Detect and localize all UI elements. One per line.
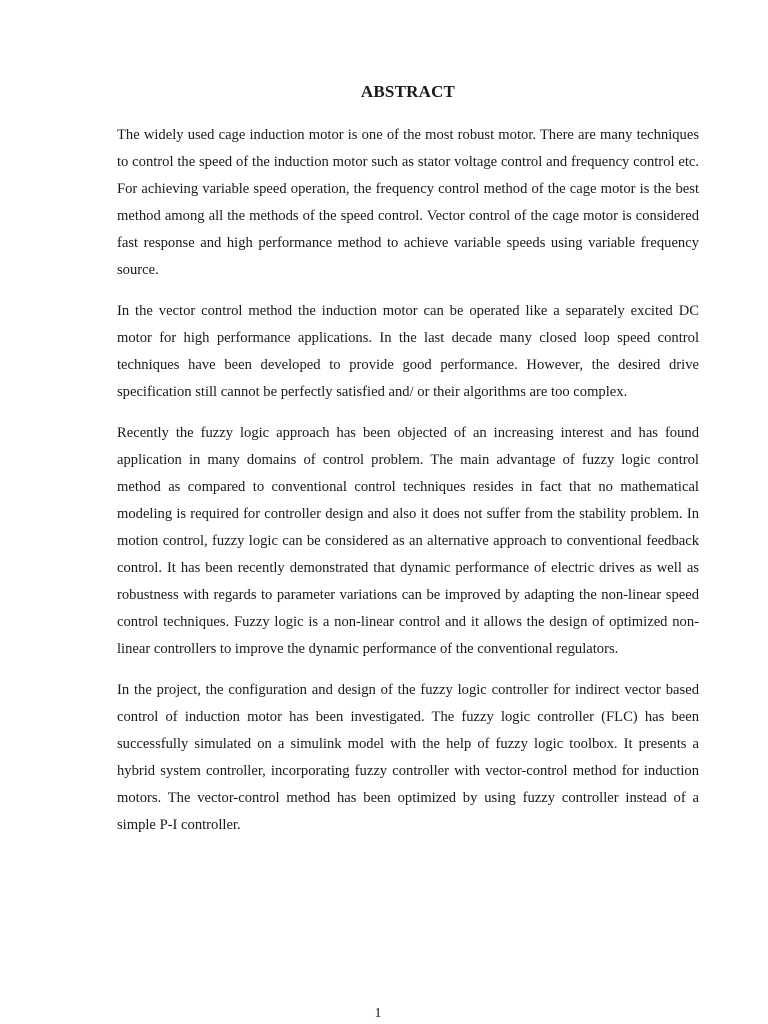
paragraph-4: In the project, the configuration and design of the fuzzy logic controller for indirect vector based control of induction motor has been investigated. The fuzzy logic controller (FLC) has been successfully simulated on a simulink model with the help of fuzzy logic toolbox. It presents a hybrid system controller, incorporating fuzzy controller with vector-control method for induction motors. The vector-control method has been optimized by using fuzzy controller instead of a simple P-I controller. [117, 682, 699, 833]
page-number: 1 [374, 1006, 382, 1021]
abstract-body [117, 122, 699, 853]
document-title: ABSTRACT [360, 82, 456, 101]
paragraph-3: Recently the fuzzy logic approach has been objected of an increasing interest and has found application in many domains of control problem. The main advantage of fuzzy logic control method as compared to conventional control techniques resides in fact that no mathematical modeling is required for controller design and also it does not suffer from the stability problem. In motion control, fuzzy logic can be considered as an alternative approach to conventional feedback control. It has been recently demonstrated that dynamic performance of electric drives as well as robustness with regards to parameter variations can be improved by adapting the non-linear speed control techniques. Fuzzy logic is a non-linear control and it allows the design of optimized non-linear controllers to improve the dynamic performance of the conventional regulators. [117, 425, 699, 657]
paragraph-2: In the vector control method the induction motor can be operated like a separately excited DC motor for high performance applications. In the last decade many closed loop speed control techniques have been developed to provide good performance. However, the desired drive specification still cannot be perfectly satisfied and/ or their algorithms are too complex. [117, 303, 699, 400]
paragraph-1: The widely used cage induction motor is one of the most robust motor. There are many techniques to control the speed of the induction motor such as stator voltage control and frequency control etc. For achieving variable speed operation, the frequency control method of the cage motor is the best method among all the methods of the speed control. Vector control of the cage motor is considered fast response and high performance method to achieve variable speeds using variable frequency source. [117, 127, 699, 278]
